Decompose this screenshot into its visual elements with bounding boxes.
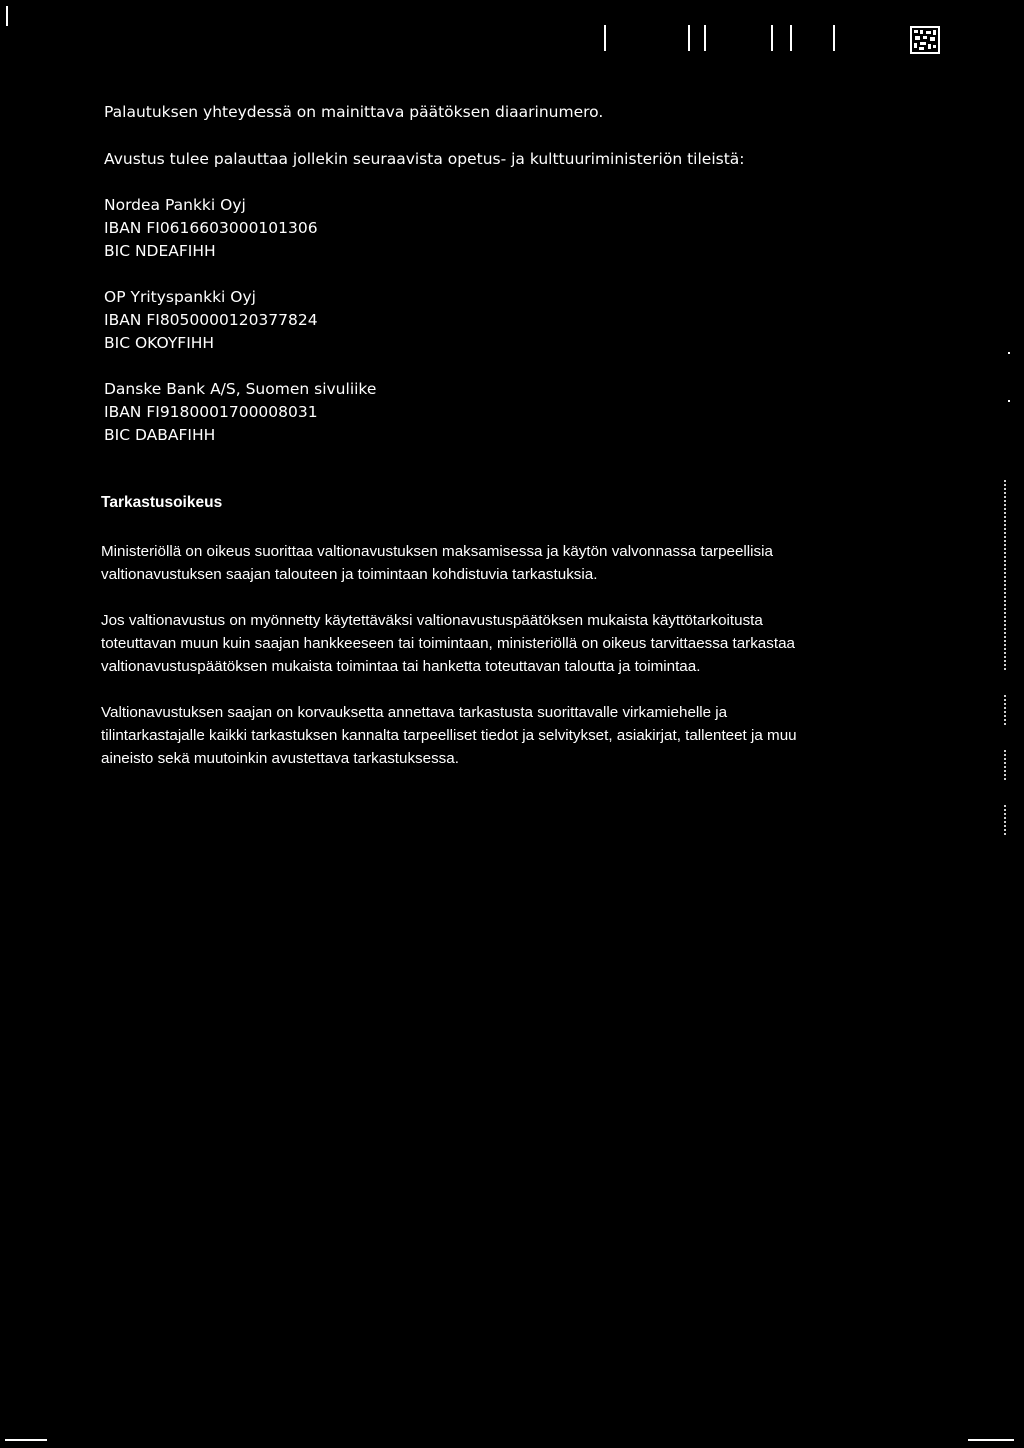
scan-edge-mark <box>1008 352 1010 354</box>
return-instruction <box>104 148 745 171</box>
paragraph-line: valtionavustuspäätöksen mukaista toimintaa tai hanketta toteuttavan taloutta ja toimintaa. <box>101 658 701 675</box>
bank-iban: IBAN FI9180001700008031 <box>104 403 318 421</box>
bank-name: Danske Bank A/S, Suomen sivuliike <box>104 380 377 398</box>
bank-name: Nordea Pankki Oyj <box>104 196 246 214</box>
paragraph-line: valtionavustuksen saajan talouteen ja toimintaan kohdistuvia tarkastuksia. <box>101 566 598 583</box>
bank-iban: IBAN FI8050000120377824 <box>104 311 318 329</box>
paragraph-line: Ministeriöllä on oikeus suorittaa valtionavustuksen maksamisessa ja käytön valvonnassa tarpeellisia <box>101 543 773 560</box>
bank-iban: IBAN FI0616603000101306 <box>104 219 318 237</box>
section-heading: Tarkastusoikeus <box>101 494 223 511</box>
bank-name: OP Yrityspankki Oyj <box>104 288 256 306</box>
barcode <box>604 25 844 55</box>
scan-edge-dots <box>1004 480 1012 670</box>
bank-bic: BIC NDEAFIHH <box>104 242 216 260</box>
diary-number-note: Palautuksen yhteydessä on mainittava päätöksen diaarinumero. <box>104 103 604 121</box>
paragraph-2 <box>101 609 795 678</box>
bank-account-nordea <box>104 194 318 263</box>
scan-edge-dots <box>1004 805 1012 835</box>
paragraph-line: aineisto sekä muutoinkin avustettava tarkastuksessa. <box>101 750 459 767</box>
scan-bottom-line <box>5 1439 47 1441</box>
paragraph-1 <box>101 540 773 586</box>
intro-text <box>104 101 603 124</box>
bank-bic: BIC OKOYFIHH <box>104 334 215 352</box>
bank-account-op <box>104 286 318 355</box>
return-accounts-intro: Avustus tulee palauttaa jollekin seuraavista opetus- ja kulttuuriministeriön tileistä: <box>104 150 745 168</box>
bank-account-danske <box>104 378 376 447</box>
scan-bottom-line <box>968 1439 1014 1441</box>
scan-edge-mark <box>1008 400 1010 402</box>
paragraph-line: Valtionavustuksen saajan on korvauksetta annettava tarkastusta suorittavalle virkamiehelle ja <box>101 704 728 721</box>
scan-edge-dots <box>1004 750 1012 780</box>
bank-bic: BIC DABAFIHH <box>104 426 216 444</box>
paragraph-line: Jos valtionavustus on myönnetty käytettäväksi valtionavustuspäätöksen mukaista käyttötarkoitusta <box>101 612 763 629</box>
datamatrix-code <box>910 26 940 54</box>
scan-edge-dots <box>1004 695 1012 725</box>
paragraph-line: tilintarkastajalle kaikki tarkastuksen kannalta tarpeelliset tiedot ja selvitykset, asiakirjat, tallenteet ja muu <box>101 727 797 744</box>
paragraph-line: toteuttavan muun kuin saajan hankkeeseen tai toimintaan, ministeriöllä on oikeus tarvittaessa tarkastaa <box>101 635 795 652</box>
scan-edge-mark <box>6 6 8 26</box>
paragraph-3 <box>101 701 797 770</box>
